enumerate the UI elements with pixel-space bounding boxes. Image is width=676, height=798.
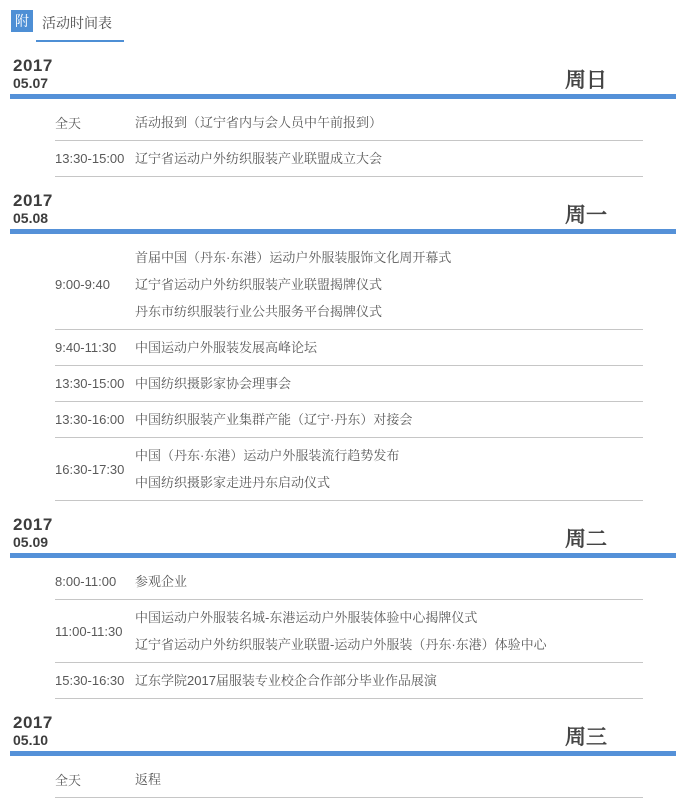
event-time: 13:30-16:00	[55, 412, 125, 427]
schedule-section	[0, 56, 676, 177]
page-title: 活动时间表	[36, 10, 124, 42]
event-time: 9:40-11:30	[55, 340, 117, 355]
schedule-section	[0, 713, 676, 798]
event-time: 11:00-11:30	[55, 623, 123, 639]
date-label: 05.10	[13, 732, 49, 748]
event-rows	[55, 234, 643, 501]
event-row	[55, 663, 643, 699]
schedule-section	[0, 191, 676, 501]
event-row	[55, 564, 643, 600]
event-text: 丹东市纺织服装行业公共服务平台揭牌仪式	[135, 304, 383, 319]
event-text: 中国（丹东·东港）运动户外服装流行趋势发布	[135, 448, 400, 463]
weekday-label: 周三	[565, 726, 607, 749]
section-date	[13, 191, 53, 227]
section-date	[13, 56, 53, 92]
event-row	[55, 330, 643, 366]
event-time: 13:30-15:00	[55, 151, 125, 166]
event-descriptions	[135, 604, 643, 658]
section-header	[0, 56, 676, 94]
event-row	[55, 600, 643, 663]
event-row	[55, 438, 643, 501]
event-descriptions	[135, 109, 643, 136]
event-row	[55, 762, 643, 798]
event-time: 13:30-15:00	[55, 376, 125, 391]
event-descriptions	[135, 244, 643, 325]
year-label: 2017	[13, 56, 53, 75]
event-text: 中国纺织摄影家走进丹东启动仪式	[135, 475, 331, 490]
section-header	[0, 191, 676, 229]
weekday-label: 周一	[565, 204, 607, 227]
event-time: 全天	[55, 773, 82, 788]
schedule-section	[0, 515, 676, 699]
section-header	[0, 713, 676, 751]
date-label: 05.09	[13, 534, 49, 550]
event-text: 首届中国（丹东·东港）运动户外服装服饰文化周开幕式	[135, 250, 452, 265]
event-descriptions	[135, 766, 643, 793]
event-descriptions	[135, 145, 643, 172]
section-date	[13, 515, 53, 551]
event-text: 辽宁省运动户外纺织服装产业联盟揭牌仪式	[135, 277, 383, 292]
event-text: 活动报到（辽宁省内与会人员中午前报到）	[135, 115, 383, 130]
event-text: 辽东学院2017届服装专业校企合作部分毕业作品展演	[135, 673, 437, 688]
event-descriptions	[135, 568, 643, 595]
event-row	[55, 141, 643, 177]
event-text: 参观企业	[135, 574, 188, 589]
event-descriptions	[135, 406, 643, 433]
event-time: 9:00-9:40	[55, 277, 110, 292]
date-label: 05.07	[13, 75, 49, 91]
event-rows	[55, 558, 643, 699]
event-text: 中国纺织摄影家协会理事会	[135, 376, 292, 391]
event-time: 16:30-17:30	[55, 461, 125, 477]
weekday-label: 周二	[565, 528, 607, 551]
year-label: 2017	[13, 191, 53, 210]
event-time: 15:30-16:30	[55, 673, 125, 688]
event-text: 辽宁省运动户外纺织服装产业联盟-运动户外服装（丹东·东港）体验中心	[135, 637, 547, 652]
schedule-sections	[0, 56, 676, 798]
event-rows	[55, 99, 643, 177]
year-label: 2017	[13, 515, 53, 534]
weekday-label: 周日	[565, 69, 607, 92]
event-row	[55, 240, 643, 330]
event-text: 返程	[135, 772, 162, 787]
attachment-header	[0, 0, 676, 42]
event-row	[55, 105, 643, 141]
date-label: 05.08	[13, 210, 49, 226]
event-text: 中国纺织服装产业集群产能（辽宁·丹东）对接会	[135, 412, 413, 427]
event-text: 辽宁省运动户外纺织服装产业联盟成立大会	[135, 151, 383, 166]
attachment-badge: 附	[11, 10, 33, 32]
event-descriptions	[135, 334, 643, 361]
year-label: 2017	[13, 713, 53, 732]
event-row	[55, 402, 643, 438]
event-time: 全天	[55, 116, 82, 131]
section-date	[13, 713, 53, 749]
event-row	[55, 366, 643, 402]
event-text: 中国运动户外服装发展高峰论坛	[135, 340, 318, 355]
event-text: 中国运动户外服装名城-东港运动户外服装体验中心揭牌仪式	[135, 610, 478, 625]
event-descriptions	[135, 370, 643, 397]
section-header	[0, 515, 676, 553]
event-descriptions	[135, 442, 643, 496]
event-rows	[55, 756, 643, 798]
event-descriptions	[135, 667, 643, 694]
event-time: 8:00-11:00	[55, 574, 117, 589]
